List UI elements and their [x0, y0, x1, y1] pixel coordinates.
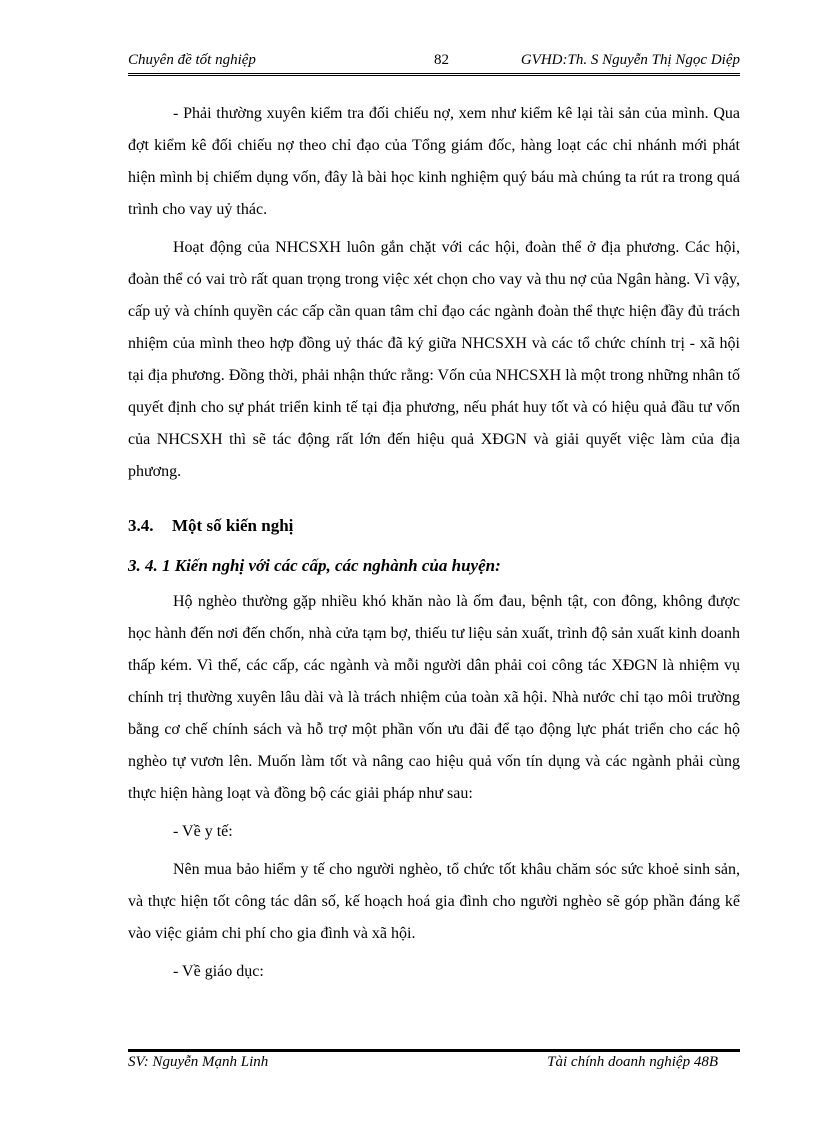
- footer-student: SV: Nguyễn Mạnh Linh: [128, 1054, 269, 1070]
- section-number: 3.4.: [128, 516, 154, 535]
- section-title: Một số kiến nghị: [172, 516, 294, 535]
- paragraph-poor-households: Hộ nghèo thường gặp nhiều khó khăn nào là ốm đau, bệnh tật, con đông, không được học hành đến nơi đến chốn, nhà cửa tạm bợ, thiếu tư liệu sản xuất, trình độ sản xuất kinh doanh thấp kém. Vì thế, các cấp, các ngành và mỗi người dân phải coi công tác XĐGN là nhiệm vụ chính trị thường xuyên lâu dài và là trách nhiệm của toàn xã hội. Nhà nước chỉ tạo môi trường bằng cơ chế chính sách và hỗ trợ một phần vốn ưu đãi để tạo động lực phát triển cho các hộ nghèo tự vươn lên. Muốn làm tốt và nâng cao hiệu quả vốn tín dụng và các ngành phải cùng thực hiện hàng loạt và đồng bộ các giải pháp như sau:: [128, 593, 740, 802]
- section-heading: [128, 510, 740, 542]
- header-document-type: Chuyên đề tốt nghiệp: [128, 52, 256, 68]
- subsection-heading: 3. 4. 1 Kiến nghị với các cấp, các nghành của huyện:: [128, 556, 501, 575]
- footer-class: Tài chính doanh nghiệp 48B: [547, 1054, 718, 1070]
- page-footer: [128, 1054, 740, 1076]
- paragraph-education-heading: - Về giáo dục:: [173, 963, 264, 980]
- paragraph-debt-reconciliation: - Phải thường xuyên kiểm tra đối chiếu nợ, xem như kiểm kê lại tài sản của mình. Qua đợt kiểm kê đối chiếu nợ theo chỉ đạo của Tổng giám đốc, hàng loạt các chi nhánh mới phát hiện mình bị chiếm dụng vốn, đây là bài học kinh nghiệm quý báu mà chúng ta rút ra trong quá trình cho vay uỷ thác.: [128, 105, 740, 218]
- paragraph-nhcsxh-activities: Hoạt động của NHCSXH luôn gắn chặt với các hội, đoàn thể ở địa phương. Các hội, đoàn thể có vai trò rất quan trọng trong việc xét chọn cho vay và thu nợ của Ngân hàng. Vì vậy, cấp uỷ và chính quyền các cấp cần quan tâm chỉ đạo các ngành đoàn thể thực hiện đầy đủ trách nhiệm của mình theo hợp đồng uỷ thác đã ký giữa NHCSXH và các tổ chức chính trị - xã hội tại địa phương. Đồng thời, phải nhận thức rằng: Vốn của NHCSXH là một trong những nhân tố quyết định cho sự phát triển kinh tế tại địa phương, nếu phát huy tốt và có hiệu quả đầu tư vốn của NHCSXH thì sẽ tác động rất lớn đến hiệu quả XĐGN và giải quyết việc làm của địa phương.: [128, 239, 740, 480]
- page-header: [128, 52, 740, 74]
- paragraph-health-insurance: Nên mua bảo hiểm y tế cho người nghèo, tổ chức tốt khâu chăm sóc sức khoẻ sinh sản, và thực hiện tốt công tác dân số, kế hoạch hoá gia đình cho người nghèo sẽ góp phần đáng kể vào việc giảm chi phí cho gia đình và xã hội.: [128, 861, 740, 942]
- header-supervisor: GVHD:Th. S Nguyễn Thị Ngọc Diệp: [520, 52, 740, 68]
- page-body: [128, 98, 740, 988]
- header-divider: [128, 73, 740, 76]
- page-number: 82: [434, 52, 449, 68]
- paragraph-health-heading: - Về y tế:: [173, 823, 233, 840]
- footer-divider: [128, 1049, 740, 1052]
